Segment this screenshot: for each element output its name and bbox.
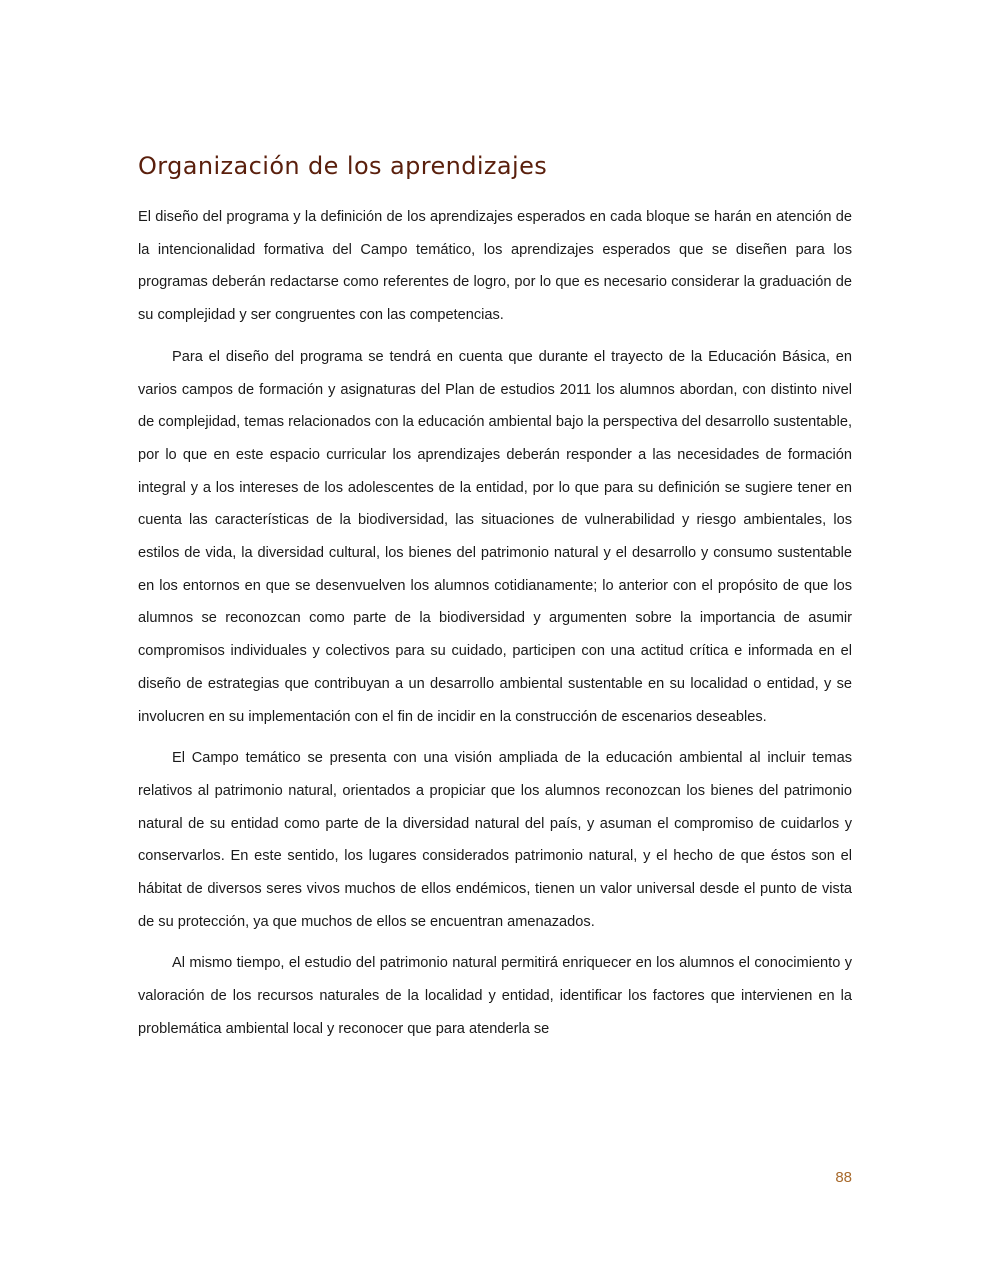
paragraph-1: El diseño del programa y la definición de los aprendizajes esperados en cada bloque se harán en atención de la intencionalidad formativa del Campo temático, los aprendizajes esperados que se diseñen para los programas deberán redactarse como referentes de logro, por lo que es necesario considerar la graduación de su complejidad y ser congruentes con las competencias. xyxy=(138,209,852,324)
body-text xyxy=(138,201,852,1055)
paragraph-2: Para el diseño del programa se tendrá en cuenta que durante el trayecto de la Educación Básica, en varios campos de formación y asignaturas del Plan de estudios 2011 los alumnos abordan, con distinto nivel de complejidad, temas relacionados con la educación ambiental bajo la perspectiva del desarrollo sustentable, por lo que en este espacio curricular los aprendizajes deberán responder a las necesidades de formación integral y a los intereses de los adolescentes de la entidad, por lo que para su definición se sugiere tener en cuenta las características de la biodiversidad, las situaciones de vulnerabilidad y riesgo ambientales, los estilos de vida, la diversidad cultural, los bienes del patrimonio natural y el desarrollo y consumo sustentable en los entornos en que se desenvuelven los alumnos cotidianamente; lo anterior con el propósito de que los alumnos se reconozcan como parte de la biodiversidad y argumenten sobre la importancia de asumir compromisos individuales y colectivos para su cuidado, participen con una actitud crítica e informada en el diseño de estrategias que contribuyan a un desarrollo ambiental sustentable en su localidad o entidad, y se involucren en su implementación con el fin de incidir en la construcción de escenarios deseables. xyxy=(138,348,852,725)
section-heading: Organización de los aprendizajes xyxy=(138,152,548,180)
paragraph-4: Al mismo tiempo, el estudio del patrimonio natural permitirá enriquecer en los alumnos el conocimiento y valoración de los recursos naturales de la localidad y entidad, identificar los factores que intervienen en la problemática ambiental local y reconocer que para atenderla se xyxy=(138,955,852,1037)
paragraph-3: El Campo temático se presenta con una visión ampliada de la educación ambiental al incluir temas relativos al patrimonio natural, orientados a propiciar que los alumnos reconozcan los bienes del patrimonio natural de su entidad como parte de la diversidad natural del país, y asuman el compromiso de cuidarlos y conservarlos. En este sentido, los lugares considerados patrimonio natural, y el hecho de que éstos son el hábitat de diversos seres vivos muchos de ellos endémicos, tienen un valor universal desde el punto de vista de su protección, ya que muchos de ellos se encuentran amenazados. xyxy=(138,750,852,930)
page-number: 88 xyxy=(835,1169,852,1186)
